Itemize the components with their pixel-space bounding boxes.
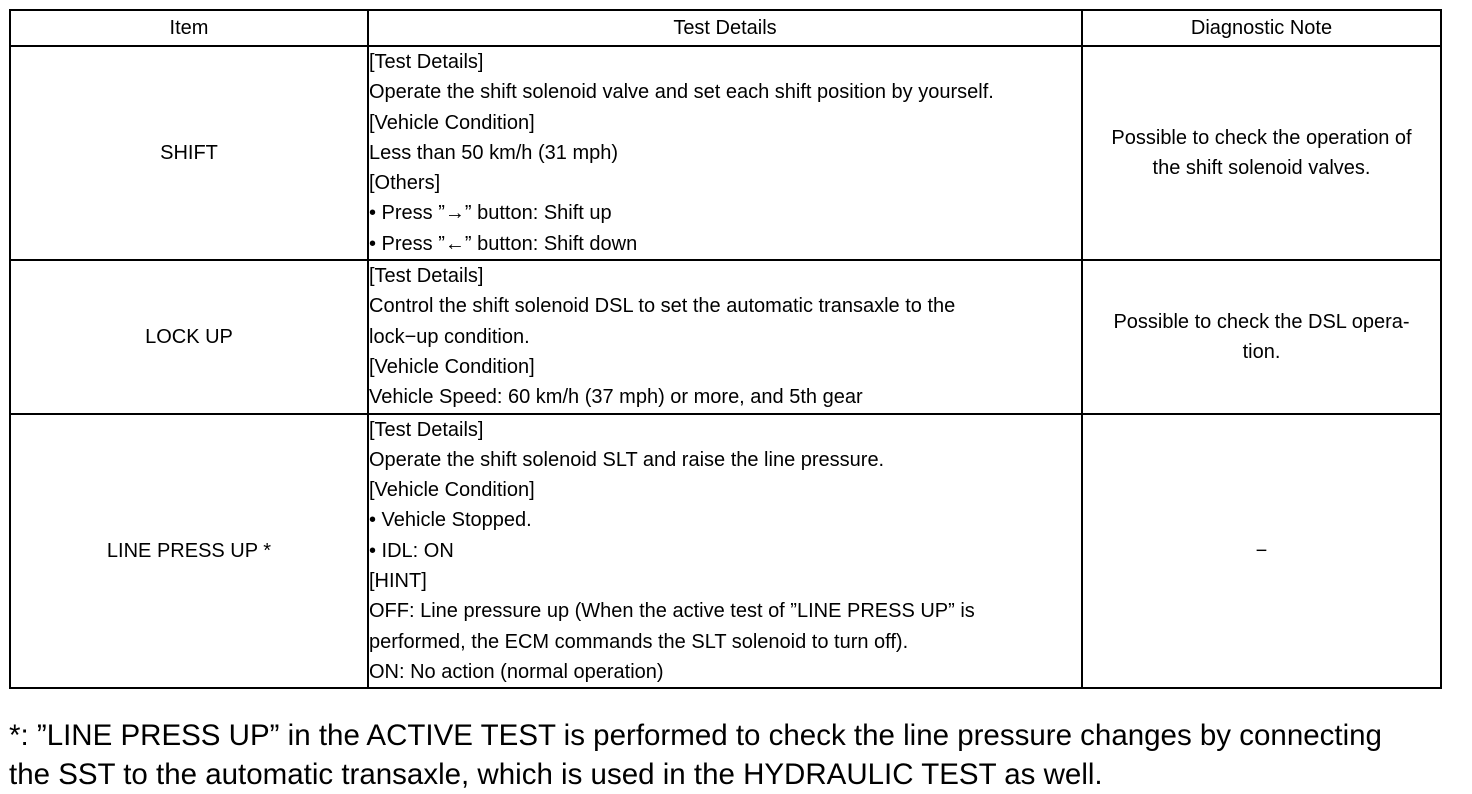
note-cell: [1082, 414, 1441, 689]
details-cell: [368, 46, 1082, 260]
details-cell: [368, 260, 1082, 413]
item-cell: LOCK UP: [10, 260, 368, 413]
details-line: [Test Details]: [369, 418, 484, 441]
note-cell: [1082, 46, 1441, 260]
details-line: [Test Details]: [369, 265, 484, 288]
column-header-item: Item: [10, 10, 368, 46]
note-line: Possible to check the operation of: [1111, 126, 1412, 149]
table-header-row: [10, 10, 1441, 46]
details-line: Operate the shift solenoid SLT and raise the line pressure.: [369, 448, 885, 471]
footnote-line: *: ”LINE PRESS UP” in the ACTIVE TEST is performed to check the line pressure changes by connecting: [9, 719, 1382, 752]
note-line: the shift solenoid valves.: [1152, 157, 1371, 180]
table-row: [10, 260, 1441, 413]
details-line: OFF: Line pressure up (When the active test of ”LINE PRESS UP” is: [369, 600, 975, 623]
column-header-test-details: Test Details: [368, 10, 1082, 46]
details-line: lock−up condition.: [369, 325, 530, 348]
item-cell: LINE PRESS UP *: [10, 414, 368, 689]
details-line: [Vehicle Condition]: [369, 111, 535, 134]
note-line: −: [1255, 539, 1268, 562]
details-line: [Others]: [369, 172, 441, 195]
details-line: • Press ”→” button: Shift up: [369, 202, 612, 225]
details-line: performed, the ECM commands the SLT solenoid to turn off).: [369, 630, 909, 653]
footnote: [9, 716, 1454, 794]
details-line: Operate the shift solenoid valve and set each shift position by yourself.: [369, 81, 994, 104]
details-line: [Vehicle Condition]: [369, 355, 535, 378]
details-line: [Test Details]: [369, 51, 484, 73]
details-line: Less than 50 km/h (31 mph): [369, 141, 619, 164]
details-line: • Vehicle Stopped.: [369, 509, 532, 532]
details-line: [HINT]: [369, 570, 427, 593]
details-line: Control the shift solenoid DSL to set the automatic transaxle to the: [369, 295, 956, 318]
details-cell: [368, 414, 1082, 689]
note-cell: [1082, 260, 1441, 413]
details-line: [Vehicle Condition]: [369, 479, 535, 502]
details-line: ON: No action (normal operation): [369, 660, 664, 683]
table-row: [10, 414, 1441, 689]
table-row: [10, 46, 1441, 260]
details-line: Vehicle Speed: 60 km/h (37 mph) or more, and 5th gear: [369, 386, 863, 409]
column-header-diagnostic-note: Diagnostic Note: [1082, 10, 1441, 46]
footnote-line: the SST to the automatic transaxle, which is used in the HYDRAULIC TEST as well.: [9, 758, 1103, 791]
details-line: • IDL: ON: [369, 539, 454, 562]
note-line: Possible to check the DSL opera-: [1113, 310, 1410, 333]
note-line: tion.: [1242, 340, 1281, 363]
details-line: • Press ”←” button: Shift down: [369, 232, 638, 255]
active-test-table: [9, 9, 1442, 689]
item-cell: SHIFT: [10, 46, 368, 260]
